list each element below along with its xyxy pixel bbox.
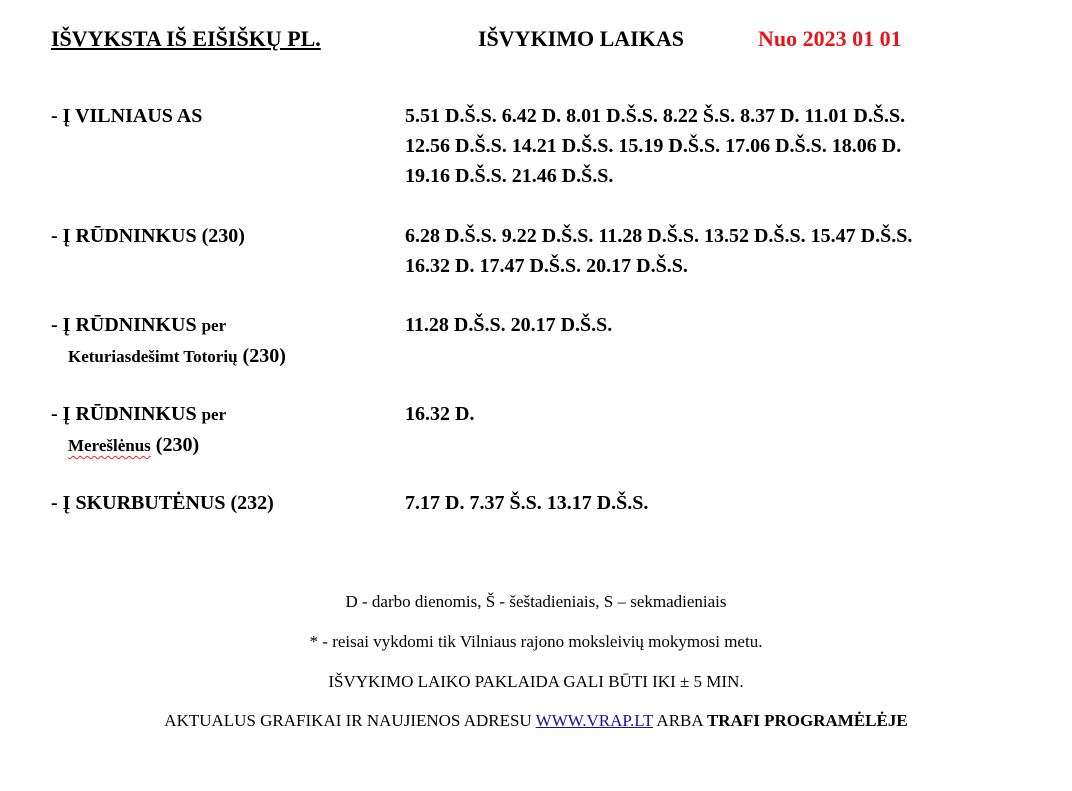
route-rudninkus-label: - Į RŪDNINKUS (230): [51, 225, 245, 247]
route-name: - Į RŪDNINKUS: [51, 314, 197, 336]
tolerance-note: IŠVYKIMO LAIKO PAKLAIDA GALI BŪTI IKI ± 5 MIN.: [328, 672, 744, 691]
route-via-word: per: [201, 405, 227, 424]
route-via-place: Merešlėnus: [68, 436, 151, 455]
route-rudninkus-times: [405, 221, 912, 281]
route-number: (230): [242, 345, 286, 367]
info-line: [0, 711, 1072, 731]
route-number: (230): [155, 434, 200, 456]
route-rudninkus-via-mereslenus-times: [405, 399, 474, 429]
route-name: - Į RŪDNINKUS: [51, 403, 197, 425]
route-via-line: [51, 430, 226, 461]
legend-text: D - darbo dienomis, Š - šeštadieniais, S – sekmadieniais: [345, 592, 727, 611]
times-line: 11.28 D.Š.S. 20.17 D.Š.S.: [405, 314, 613, 336]
times-line: 16.32 D.: [405, 403, 475, 425]
vrap-website-link[interactable]: WWW.VRAP.LT: [535, 711, 654, 730]
info-middle: ARBA: [656, 711, 703, 730]
trafi-app-mention: TRAFI PROGRAMĖLĖJE: [706, 711, 908, 730]
origin-stop-title: IŠVYKSTA IŠ EIŠIŠKŲ PL.: [51, 26, 321, 51]
route-via-line: [51, 341, 286, 372]
times-line: 6.28 D.Š.S. 9.22 D.Š.S. 11.28 D.Š.S. 13.52 D.Š.S. 15.47 D.Š.S.: [405, 225, 913, 247]
valid-from-date: Nuo 2023 01 01: [758, 26, 902, 51]
route-via-place: Keturiasdešimt Totorių: [68, 347, 238, 366]
route-vilnius-times: [405, 101, 905, 191]
route-via-word: per: [201, 316, 227, 335]
school-note: * - reisai vykdomi tik Vilniaus rajono moksleivių mokymosi metu.: [309, 632, 763, 651]
schedule-title: IŠVYKIMO LAIKAS: [478, 26, 684, 51]
times-line: 19.16 D.Š.S. 21.46 D.Š.S.: [405, 165, 614, 187]
times-line: 12.56 D.Š.S. 14.21 D.Š.S. 15.19 D.Š.S. 17.06 D.Š.S. 18.06 D.: [405, 135, 902, 157]
route-rudninkus-via-totoriu-times: [405, 310, 612, 340]
route-skurbutenus-label: - Į SKURBUTĖNUS (232): [51, 492, 274, 514]
route-rudninkus-via-totoriu-label: [51, 310, 286, 372]
route-vilnius-label: - Į VILNIAUS AS: [51, 105, 203, 127]
times-line: 16.32 D. 17.47 D.Š.S. 20.17 D.Š.S.: [405, 255, 688, 277]
times-line: 7.17 D. 7.37 Š.S. 13.17 D.Š.S.: [405, 492, 649, 514]
times-line: 5.51 D.Š.S. 6.42 D. 8.01 D.Š.S. 8.22 Š.S. 8.37 D. 11.01 D.Š.S.: [405, 105, 906, 127]
info-prefix: AKTUALUS GRAFIKAI IR NAUJIENOS ADRESU: [164, 711, 532, 730]
route-skurbutenus-times: [405, 488, 648, 518]
route-rudninkus-via-mereslenus-label: [51, 399, 226, 461]
